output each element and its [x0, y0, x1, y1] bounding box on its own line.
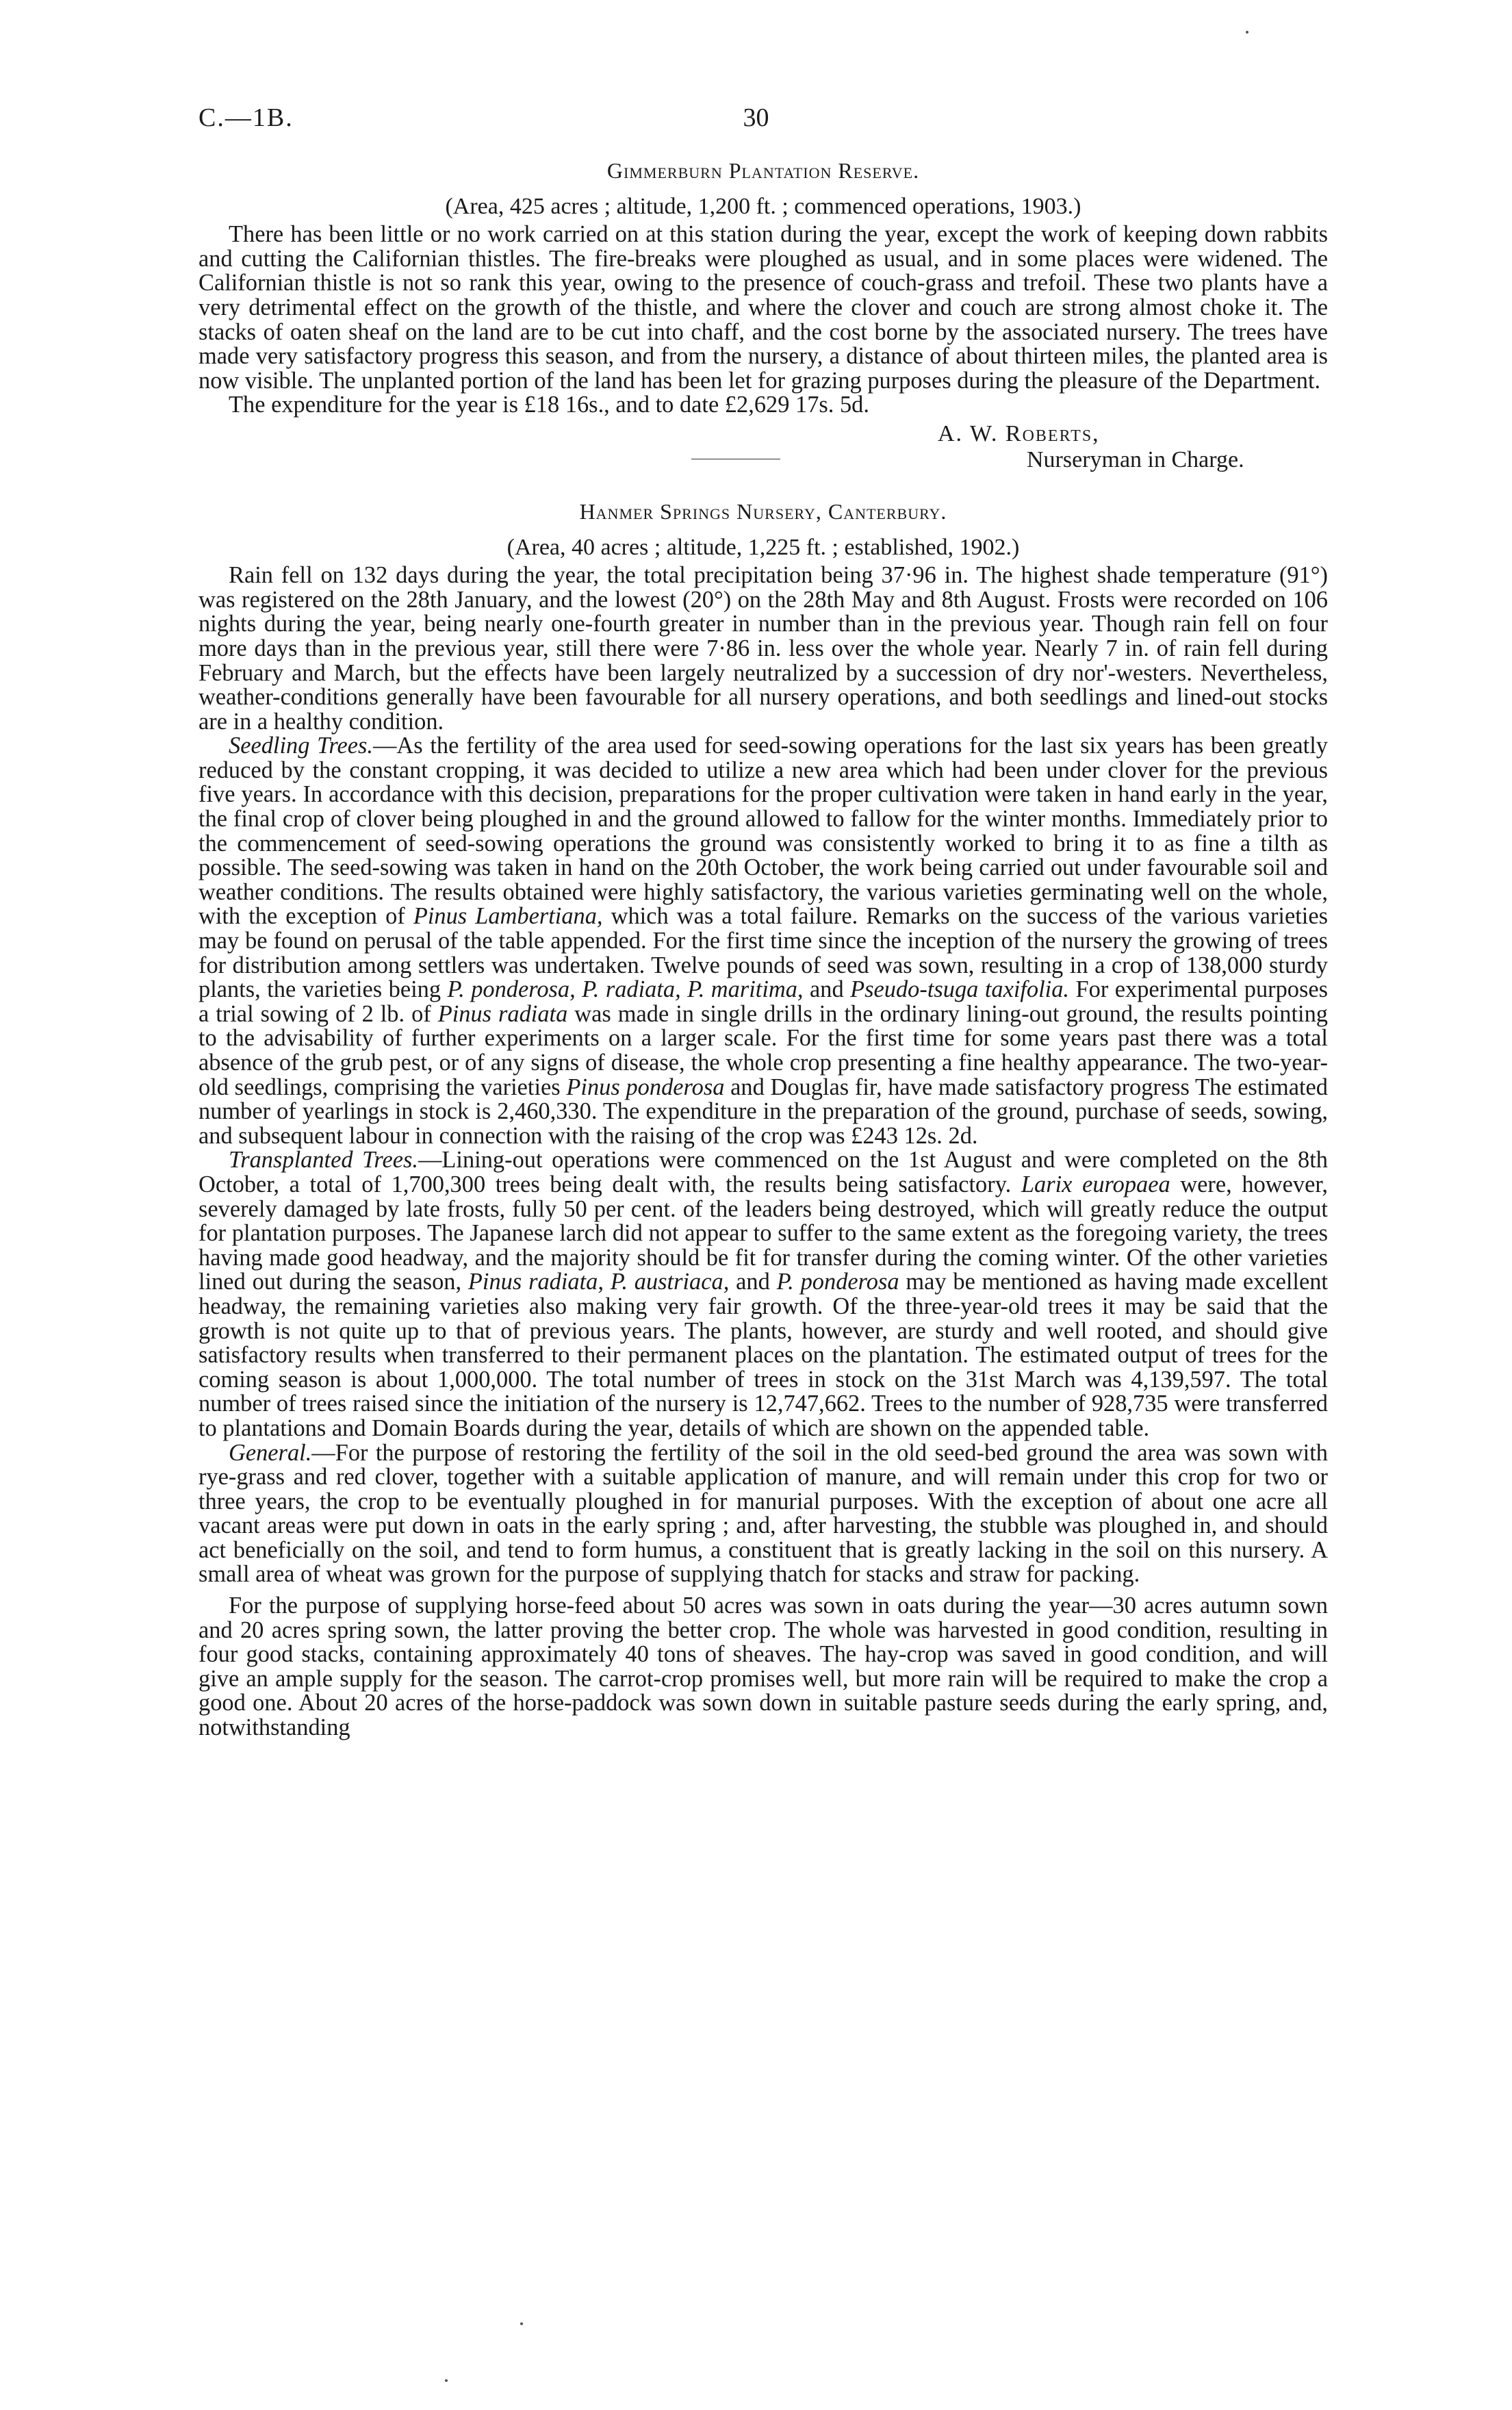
paragraph-general: General.—For the purpose of restoring the fertility of the soil in the old seed-bed ground the area was sown with rye-grass and red clover, together with a suitable application of manure, and will remain under this crop for two or three years, the crop to be eventually ploughed in for manurial purposes. With the exception of about one acre all vacant areas were put down in oats in the early spring ; and, after harvesting, the stubble was ploughed in, and should act beneficially on the soil, and tend to form humus, a constituent that is greatly lacking in the soil on this nursery. A small area of wheat was grown for the purpose of supplying thatch for stacks and straw for packing. [198, 1439, 1328, 1588]
section-meta-gimmerburn: (Area, 425 acres ; altitude, 1,200 ft. ; commenced operations, 1903.) [445, 193, 1081, 219]
section-meta-hanmer: (Area, 40 acres ; altitude, 1,225 ft. ; established, 1902.) [507, 534, 1020, 560]
section-title-hanmer: Hanmer Springs Nursery, Canterbury. [579, 498, 947, 524]
paragraph-transplanted-trees: Transplanted Trees.—Lining-out operations were commenced on the 1st August and were completed on the 8th October, a total of 1,700,300 trees being dealt with, the results being satisfactory. Larix europaea were, however, severely damaged by late frosts, fully 50 per cent. of the leaders being destroyed, which will greatly reduce the output for plantation purposes. The Japanese larch did not appear to suffer to the same extent as the foregoing variety, the trees having made good headway, and the majority should be fit for transfer during the coming winter. Of the other varieties lined out during the season, Pinus radiata, P. austriaca, and P. ponderosa may be mentioned as having made excellent headway, the remaining varieties also making very fair growth. Of the three-year-old trees it may be said that the growth is not quite up to that of previous years. The plants, however, are sturdy and well rooted, and should give satisfactory results when transferred to their permanent places on the plantation. The estimated output of trees for the coming season is about 1,000,000. The total number of trees in stock on the 31st March was 4,139,597. The total number of trees raised since the initiation of the nursery is 12,747,662. Trees to the number of 928,735 were transferred to plantations and Domain Boards during the year, details of which are shown on the appended table. [198, 1147, 1329, 1441]
print-speck [1246, 31, 1248, 34]
signatory-name: A. W. Roberts, [938, 420, 1100, 446]
running-header [198, 103, 1314, 144]
page-number: 30 [743, 103, 769, 132]
document-reference: C.—1B. [198, 103, 294, 132]
paragraph-hanmer-weather: Rain fell on 132 days during the year, the total precipitation being 37·96 in. The highest shade temperature (91°) was registered on the 28th January, and the lowest (20°) on the 28th May and 8th August. Frosts were recorded on 106 nights during the year, being nearly one-fourth greater in number than in the previous year. Though rain fell on four more days than in the previous year, still there were 7·86 in. less over the whole year. Nearly 7 in. of rain fell during February and March, but the effects have been largely neutralized by a succession of dry nor'-westers. Nevertheless, weather-conditions generally have been favourable for all nursery operations, and both seedlings and lined-out stocks are in a healthy condition. [198, 562, 1328, 735]
signatory-title: Nurseryman in Charge. [1027, 446, 1244, 472]
paragraph-horse-feed: For the purpose of supplying horse-feed about 50 acres was sown in oats during the year—30 acres autumn sown and 20 acres spring sown, the latter proving the better crop. The whole was harvested in good condition, resulting in four good stacks, containing approximately 40 tons of sheaves. The hay-crop was saved in good condition, and will give an ample supply for the season. The carrot-crop promises well, but more rain will be required to make the crop a good one. About 20 acres of the horse-paddock was sown down in suitable pasture seeds during the early spring, and, notwithstanding [198, 1593, 1328, 1741]
section-title-gimmerburn: Gimmerburn Plantation Reserve. [606, 158, 920, 183]
transplanted-trees-heading: Transplanted Trees. [229, 1147, 419, 1174]
seedling-trees-heading: Seedling Trees. [229, 733, 373, 759]
signature-block [198, 422, 1328, 477]
general-heading: General. [229, 1439, 312, 1466]
paragraph-gimmerburn-expenditure: The expenditure for the year is £18 16s., and to date £2,629 17s. 5d. [229, 392, 869, 418]
paragraph-gimmerburn-work: There has been little or no work carried on at this station during the year, except the work of keeping down rabbits and cutting the Californian thistles. The fire-breaks were ploughed as usual, and in some places were widened. The Californian thistle is not so rank this year, owing to the presence of couch-grass and trefoil. These two plants have a very detrimental effect on the growth of the thistle, and where the clover and couch are strong almost choke it. The stacks of oaten sheaf on the land are to be cut into chaff, and the cost borne by the associated nursery. The trees have made very satisfactory progress this season, and from the nursery, a distance of about thirteen miles, the planted area is now visible. The unplanted portion of the land has been let for grazing purposes during the pleasure of the Department. [198, 221, 1328, 394]
print-speck [445, 2379, 448, 2382]
print-speck [520, 2322, 523, 2325]
paragraph-seedling-trees: Seedling Trees.—As the fertility of the area used for seed-sowing operations for the last six years has been greatly reduced by the constant cropping, it was decided to utilize a new area which had been under clover for the previous five years. In accordance with this decision, preparations for the proper cultivation were taken in hand early in the year, the final crop of clover being ploughed in and the ground allowed to fallow for the winter months. Immediately prior to the commencement of seed-sowing operations the ground was consistently worked to bring it to as fine a tilth as possible. The seed-sowing was taken in hand on the 20th October, the work being carried out under favourable soil and weather conditions. The results obtained were highly satisfactory, the various varieties germinating well on the whole, with the exception of Pinus Lambertiana, which was a total failure. Remarks on the success of the various varieties may be found on perusal of the table appended. For the first time since the inception of the nursery the growing of trees for distribution among settlers was undertaken. Twelve pounds of seed was sown, resulting in a crop of 138,000 sturdy plants, the varieties being P. ponderosa, P. radiata, P. maritima, and Pseudo-tsuga taxifolia. For experimental purposes a trial sowing of 2 lb. of Pinus radiata was made in single drills in the ordinary lining-out ground, the results pointing to the advisability of further experiments on a larger scale. For the first time for some years past there was a total absence of the grub pest, or of any signs of disease, the whole crop presenting a fine healthy appearance. The two-year-old seedlings, comprising the varieties Pinus ponderosa and Douglas fir, have made satisfactory progress The estimated number of yearlings in stock is 2,460,330. The expenditure in the preparation of the ground, purchase of seeds, sowing, and subsequent labour in connection with the raising of the crop was £243 12s. 2d. [198, 733, 1329, 1149]
page-body [198, 159, 1328, 1740]
